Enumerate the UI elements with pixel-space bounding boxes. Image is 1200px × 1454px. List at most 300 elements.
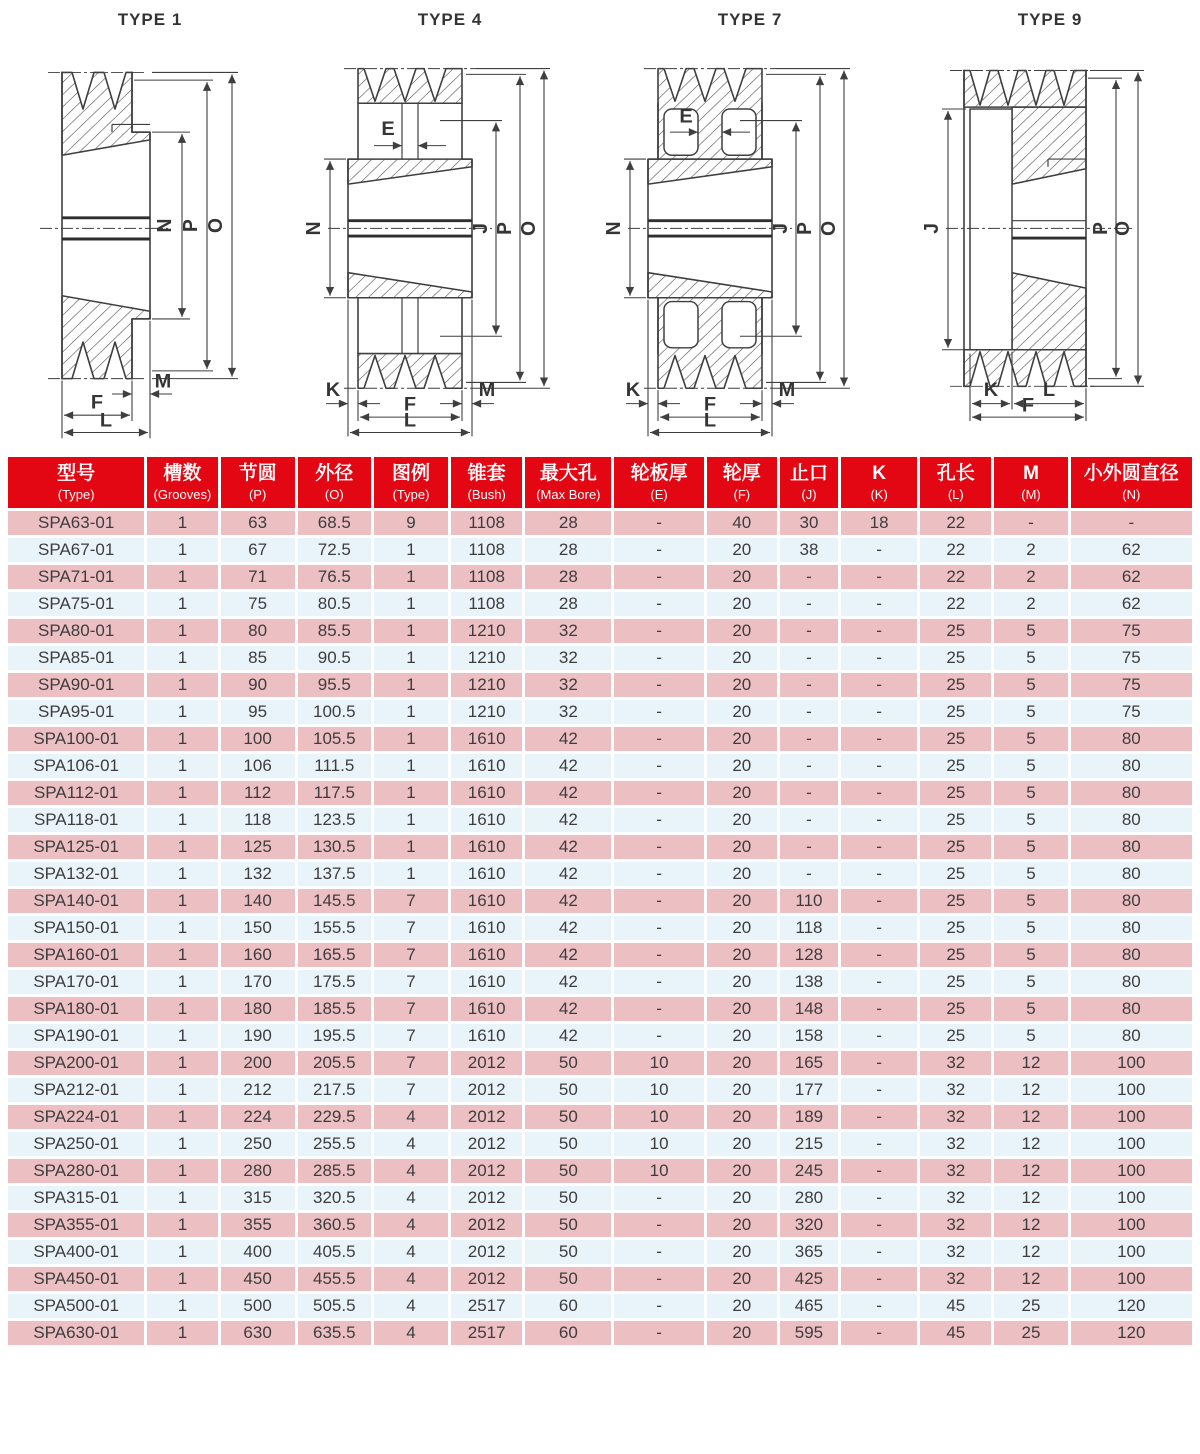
cell: SPA212-01 <box>7 1077 146 1104</box>
cell: - <box>613 1212 705 1239</box>
cell: SPA160-01 <box>7 942 146 969</box>
cell: 95 <box>219 699 296 726</box>
cell: 215 <box>778 1131 839 1158</box>
cell: 10 <box>613 1104 705 1131</box>
cell: SPA100-01 <box>7 726 146 753</box>
cell: 120 <box>1069 1293 1193 1320</box>
table-row <box>7 1212 1194 1239</box>
cell: 42 <box>524 807 613 834</box>
cell: 32 <box>919 1239 993 1266</box>
cell: - <box>778 753 839 780</box>
cell: SPA180-01 <box>7 996 146 1023</box>
cell: - <box>613 996 705 1023</box>
column-header-5: 锥套 (Bush) <box>450 456 524 510</box>
cell: - <box>778 672 839 699</box>
cell: 5 <box>993 915 1069 942</box>
cell: 20 <box>705 861 778 888</box>
table-row <box>7 1266 1194 1293</box>
cell: - <box>778 645 839 672</box>
cell: 132 <box>219 861 296 888</box>
cell: 25 <box>919 996 993 1023</box>
cell: 12 <box>993 1131 1069 1158</box>
table-row <box>7 1131 1194 1158</box>
cell: SPA250-01 <box>7 1131 146 1158</box>
cell: - <box>993 510 1069 537</box>
cell: - <box>840 1239 919 1266</box>
table-row <box>7 1239 1194 1266</box>
column-header-12: M (M) <box>993 456 1069 510</box>
table-row <box>7 618 1194 645</box>
cell: - <box>613 1320 705 1347</box>
cell: 80 <box>1069 807 1193 834</box>
cell: 42 <box>524 915 613 942</box>
cell: 20 <box>705 645 778 672</box>
cell: - <box>840 1185 919 1212</box>
dim-label-o: O <box>817 220 841 236</box>
cell: - <box>840 942 919 969</box>
cell: - <box>613 564 705 591</box>
cell: 80 <box>1069 888 1193 915</box>
dim-label-e: E <box>679 105 693 128</box>
cell: 4 <box>372 1104 449 1131</box>
cell: 1108 <box>450 591 524 618</box>
cell: 5 <box>993 645 1069 672</box>
cell: 100 <box>1069 1212 1193 1239</box>
cell: 32 <box>919 1050 993 1077</box>
dim-label-o: O <box>517 220 541 236</box>
cell: 40 <box>705 510 778 537</box>
drawing-title-type1: TYPE 1 <box>117 10 183 29</box>
column-header-13: 小外圆直径 (N) <box>1069 456 1193 510</box>
cell: 315 <box>219 1185 296 1212</box>
cell: 1 <box>372 537 449 564</box>
cell: 7 <box>372 1077 449 1104</box>
cell: 111.5 <box>296 753 372 780</box>
cell: 50 <box>524 1131 613 1158</box>
table-row <box>7 1077 1194 1104</box>
cell: 25 <box>993 1320 1069 1347</box>
cell: 20 <box>705 888 778 915</box>
cell: 158 <box>778 1023 839 1050</box>
cell: 2012 <box>450 1266 524 1293</box>
cell: 20 <box>705 1050 778 1077</box>
cell: 90.5 <box>296 645 372 672</box>
cell: 32 <box>919 1185 993 1212</box>
cell: 1 <box>146 1050 219 1077</box>
cell: 80.5 <box>296 591 372 618</box>
cell: 100 <box>1069 1239 1193 1266</box>
cell: - <box>613 1023 705 1050</box>
cell: 100 <box>219 726 296 753</box>
cell: 20 <box>705 564 778 591</box>
cell: 25 <box>919 915 993 942</box>
cell: - <box>840 1266 919 1293</box>
cell: - <box>613 1293 705 1320</box>
cell: 10 <box>613 1158 705 1185</box>
table-row <box>7 1104 1194 1131</box>
cell: 25 <box>919 726 993 753</box>
cell: 185.5 <box>296 996 372 1023</box>
dim-label-f: F <box>703 393 717 416</box>
cell: SPA63-01 <box>7 510 146 537</box>
cell: - <box>778 618 839 645</box>
table-row <box>7 699 1194 726</box>
cell: 20 <box>705 699 778 726</box>
cell: 189 <box>778 1104 839 1131</box>
cell: 28 <box>524 564 613 591</box>
cell: 80 <box>1069 942 1193 969</box>
cell: 635.5 <box>296 1320 372 1347</box>
cell: - <box>1069 510 1193 537</box>
cell: 42 <box>524 834 613 861</box>
cell: 1108 <box>450 564 524 591</box>
cell: 1 <box>146 618 219 645</box>
cell: 505.5 <box>296 1293 372 1320</box>
cell: 32 <box>524 699 613 726</box>
cell: 62 <box>1069 537 1193 564</box>
header-row <box>7 456 1194 510</box>
dim-label-f: F <box>1021 394 1035 417</box>
cell: 1108 <box>450 510 524 537</box>
cell: 4 <box>372 1266 449 1293</box>
cell: 42 <box>524 969 613 996</box>
cell: 7 <box>372 915 449 942</box>
cell: 71 <box>219 564 296 591</box>
cell: 140 <box>219 888 296 915</box>
cell: 62 <box>1069 591 1193 618</box>
cell: 22 <box>919 591 993 618</box>
dim-label-f: F <box>403 393 417 416</box>
cell: 80 <box>1069 915 1193 942</box>
drawing-title-type7: TYPE 7 <box>717 10 783 29</box>
cell: 28 <box>524 537 613 564</box>
cell: 75 <box>1069 645 1193 672</box>
cell: - <box>613 699 705 726</box>
cell: 1 <box>146 753 219 780</box>
cell: 1 <box>146 1023 219 1050</box>
cell: 25 <box>919 780 993 807</box>
cell: 1210 <box>450 672 524 699</box>
cell: 5 <box>993 699 1069 726</box>
cell: 1610 <box>450 888 524 915</box>
cell: 7 <box>372 942 449 969</box>
cell: 7 <box>372 1050 449 1077</box>
cell: 80 <box>1069 861 1193 888</box>
cell: 20 <box>705 942 778 969</box>
cell: 32 <box>919 1212 993 1239</box>
cell: - <box>840 618 919 645</box>
cell: 1 <box>146 591 219 618</box>
cell: SPA80-01 <box>7 618 146 645</box>
cell: 20 <box>705 1023 778 1050</box>
dim-label-p: P <box>179 219 203 232</box>
table-row <box>7 969 1194 996</box>
cell: 190 <box>219 1023 296 1050</box>
cell: - <box>840 753 919 780</box>
cell: - <box>613 753 705 780</box>
cell: 28 <box>524 510 613 537</box>
cell: 1610 <box>450 726 524 753</box>
cell: 20 <box>705 672 778 699</box>
table-row <box>7 780 1194 807</box>
cell: 80 <box>1069 726 1193 753</box>
cell: 1 <box>372 861 449 888</box>
cell: SPA200-01 <box>7 1050 146 1077</box>
cell: 30 <box>778 510 839 537</box>
cell: 67 <box>219 537 296 564</box>
cell: 20 <box>705 591 778 618</box>
column-header-2: 节圆 (P) <box>219 456 296 510</box>
dim-label-m: M <box>478 379 496 401</box>
cell: 32 <box>919 1266 993 1293</box>
cell: - <box>840 1212 919 1239</box>
drawing-type1 <box>0 8 300 450</box>
dim-label-k: K <box>983 379 999 401</box>
table-row <box>7 726 1194 753</box>
cell: - <box>840 564 919 591</box>
cell: 1 <box>146 1239 219 1266</box>
cell: 245 <box>778 1158 839 1185</box>
cell: 1 <box>146 942 219 969</box>
cell: 229.5 <box>296 1104 372 1131</box>
cell: 50 <box>524 1158 613 1185</box>
cell: 22 <box>919 564 993 591</box>
drawings-section <box>0 0 1200 450</box>
cell: 165.5 <box>296 942 372 969</box>
cell: 255.5 <box>296 1131 372 1158</box>
drawing-title-type9: TYPE 9 <box>1017 10 1083 29</box>
cell: 1 <box>146 1320 219 1347</box>
table-row <box>7 672 1194 699</box>
cell: 1 <box>146 726 219 753</box>
cell: 1 <box>146 1077 219 1104</box>
cell: 450 <box>219 1266 296 1293</box>
cell: 1 <box>146 1293 219 1320</box>
cell: 12 <box>993 1239 1069 1266</box>
cell: 20 <box>705 618 778 645</box>
cell: 1610 <box>450 996 524 1023</box>
cell: 60 <box>524 1293 613 1320</box>
cell: 32 <box>524 618 613 645</box>
cell: 365 <box>778 1239 839 1266</box>
dim-label-f: F <box>90 391 104 414</box>
cell: 217.5 <box>296 1077 372 1104</box>
column-header-1: 槽数 (Grooves) <box>146 456 219 510</box>
dim-label-j: J <box>469 223 493 234</box>
cell: 80 <box>1069 780 1193 807</box>
cell: 224 <box>219 1104 296 1131</box>
cell: - <box>840 1131 919 1158</box>
cell: 105.5 <box>296 726 372 753</box>
cell: - <box>840 1320 919 1347</box>
cell: - <box>613 942 705 969</box>
column-header-6: 最大孔 (Max Bore) <box>524 456 613 510</box>
cell: - <box>613 1239 705 1266</box>
drawing-type7 <box>600 8 900 450</box>
table-row <box>7 591 1194 618</box>
dim-label-p: P <box>1089 221 1113 235</box>
cell: 1 <box>146 1185 219 1212</box>
cell: 2012 <box>450 1104 524 1131</box>
cell: 1 <box>146 915 219 942</box>
cell: 20 <box>705 780 778 807</box>
drawing-type4 <box>300 8 600 450</box>
cell: 150 <box>219 915 296 942</box>
cell: 1 <box>146 996 219 1023</box>
cell: 12 <box>993 1077 1069 1104</box>
cell: 1 <box>372 672 449 699</box>
cell: 1 <box>146 969 219 996</box>
cell: 25 <box>993 1293 1069 1320</box>
column-header-4: 图例 (Type) <box>372 456 449 510</box>
cell: 5 <box>993 942 1069 969</box>
cell: 195.5 <box>296 1023 372 1050</box>
cell: SPA132-01 <box>7 861 146 888</box>
cell: - <box>613 537 705 564</box>
cell: 5 <box>993 780 1069 807</box>
cell: - <box>778 699 839 726</box>
cell: 1610 <box>450 753 524 780</box>
cell: SPA190-01 <box>7 1023 146 1050</box>
cell: 5 <box>993 888 1069 915</box>
cell: 2012 <box>450 1077 524 1104</box>
cell: 5 <box>993 726 1069 753</box>
cell: - <box>840 807 919 834</box>
cell: 80 <box>1069 1023 1193 1050</box>
cell: 42 <box>524 942 613 969</box>
cell: 20 <box>705 1239 778 1266</box>
cell: 1 <box>146 780 219 807</box>
cell: 42 <box>524 780 613 807</box>
cell: 100 <box>1069 1077 1193 1104</box>
cell: 1 <box>146 1266 219 1293</box>
column-header-0: 型号 (Type) <box>7 456 146 510</box>
cell: - <box>840 780 919 807</box>
drawing-type9 <box>900 8 1200 450</box>
cell: 50 <box>524 1077 613 1104</box>
cell: SPA112-01 <box>7 780 146 807</box>
cell: - <box>778 780 839 807</box>
table-row <box>7 510 1194 537</box>
cell: 25 <box>919 861 993 888</box>
table-row <box>7 996 1194 1023</box>
cell: 20 <box>705 1131 778 1158</box>
table-row <box>7 537 1194 564</box>
cell: 110 <box>778 888 839 915</box>
cell: 1610 <box>450 807 524 834</box>
cell: 2012 <box>450 1050 524 1077</box>
cell: 45 <box>919 1320 993 1347</box>
cell: 1 <box>372 726 449 753</box>
dim-label-m: M <box>154 370 172 393</box>
cell: 22 <box>919 537 993 564</box>
cell: 45 <box>919 1293 993 1320</box>
cell: 1210 <box>450 645 524 672</box>
cell: 205.5 <box>296 1050 372 1077</box>
cell: - <box>840 969 919 996</box>
cell: 165 <box>778 1050 839 1077</box>
cell: - <box>613 969 705 996</box>
cell: - <box>840 591 919 618</box>
cell: 320 <box>778 1212 839 1239</box>
dim-label-e: E <box>381 118 395 140</box>
cell: 63 <box>219 510 296 537</box>
cell: 1 <box>146 645 219 672</box>
cell: 2012 <box>450 1185 524 1212</box>
cell: - <box>613 915 705 942</box>
cell: 7 <box>372 1023 449 1050</box>
cell: 90 <box>219 672 296 699</box>
cell: 25 <box>919 969 993 996</box>
cell: 4 <box>372 1239 449 1266</box>
cell: 5 <box>993 969 1069 996</box>
cell: 1 <box>146 672 219 699</box>
cell: 4 <box>372 1320 449 1347</box>
cell: 25 <box>919 834 993 861</box>
cell: 100 <box>1069 1158 1193 1185</box>
cell: - <box>613 618 705 645</box>
cell: - <box>840 1077 919 1104</box>
cell: 4 <box>372 1293 449 1320</box>
cell: - <box>840 1023 919 1050</box>
cell: SPA280-01 <box>7 1158 146 1185</box>
table-body <box>7 510 1194 1347</box>
dim-label-m: M <box>778 379 796 401</box>
cell: 2012 <box>450 1158 524 1185</box>
cell: 1610 <box>450 834 524 861</box>
cell: 118 <box>219 807 296 834</box>
cell: 7 <box>372 969 449 996</box>
cell: 60 <box>524 1320 613 1347</box>
cell: 22 <box>919 510 993 537</box>
pulley-section-type1 <box>0 32 300 446</box>
cell: 42 <box>524 996 613 1023</box>
cell: 32 <box>919 1104 993 1131</box>
dim-label-p: P <box>493 221 517 235</box>
cell: 42 <box>524 753 613 780</box>
cell: - <box>840 537 919 564</box>
cell: 5 <box>993 807 1069 834</box>
cell: 5 <box>993 753 1069 780</box>
cell: 320.5 <box>296 1185 372 1212</box>
cell: 2 <box>993 591 1069 618</box>
cell: SPA125-01 <box>7 834 146 861</box>
cell: 25 <box>919 807 993 834</box>
cell: 25 <box>919 618 993 645</box>
cell: 2012 <box>450 1212 524 1239</box>
cell: 20 <box>705 1212 778 1239</box>
cell: 20 <box>705 807 778 834</box>
cell: 1 <box>146 807 219 834</box>
cell: 28 <box>524 591 613 618</box>
cell: 100 <box>1069 1104 1193 1131</box>
pulley-section-type4 <box>300 32 600 446</box>
cell: 2517 <box>450 1320 524 1347</box>
cell: 138 <box>778 969 839 996</box>
cell: 212 <box>219 1077 296 1104</box>
cell: 5 <box>993 618 1069 645</box>
cell: 4 <box>372 1185 449 1212</box>
cell: 1108 <box>450 537 524 564</box>
cell: SPA67-01 <box>7 537 146 564</box>
cell: 1 <box>146 564 219 591</box>
cell: 500 <box>219 1293 296 1320</box>
cell: 106 <box>219 753 296 780</box>
cell: 25 <box>919 942 993 969</box>
cell: 5 <box>993 672 1069 699</box>
cell: 62 <box>1069 564 1193 591</box>
cell: 12 <box>993 1050 1069 1077</box>
